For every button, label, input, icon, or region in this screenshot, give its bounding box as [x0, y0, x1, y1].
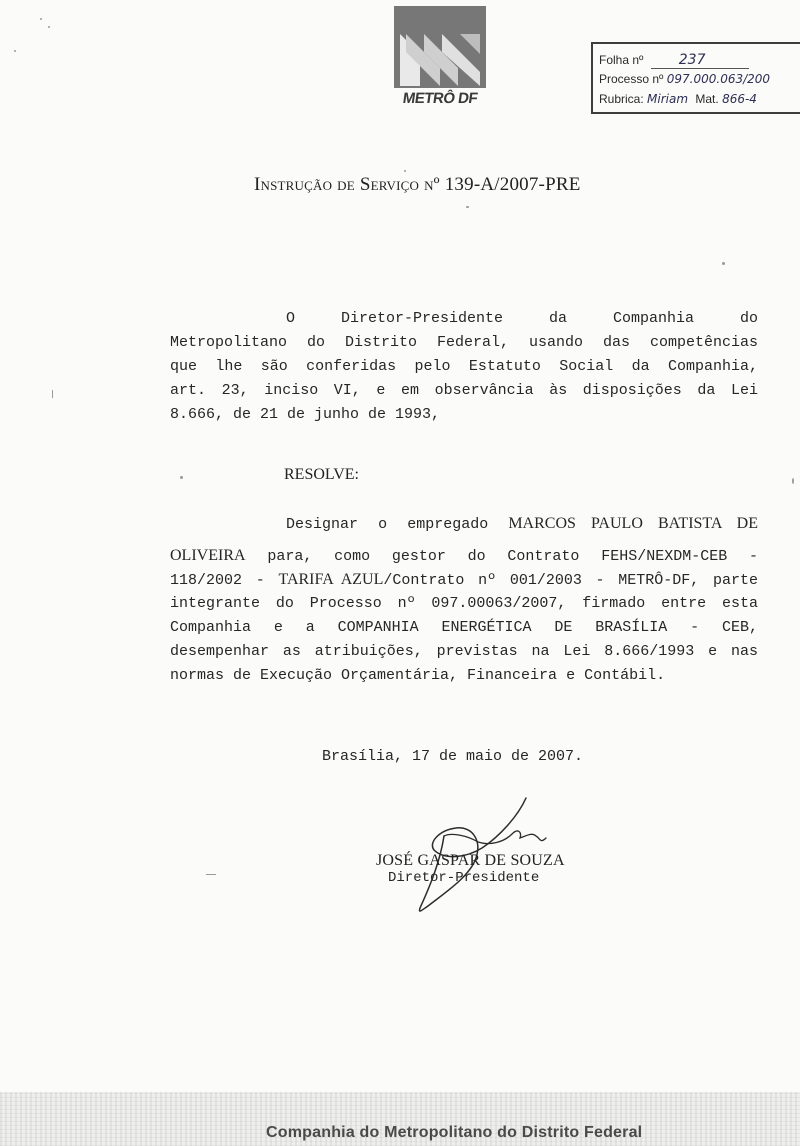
scan-speck	[14, 50, 16, 52]
resolution-line	[170, 544, 758, 568]
contract-text: para, como gestor do Contrato FEHS/NEXDM-CEB -	[267, 548, 758, 565]
contract-text: /Contrato nº 001/2003 - METRÔ-DF, parte	[383, 572, 758, 589]
resolution-paragraph	[170, 512, 758, 688]
signatory-role: Diretor-Presidente	[388, 870, 540, 886]
processo-value: 097.000.063/200	[666, 72, 771, 86]
preamble-line: O Diretor-Presidente da Companhia do	[286, 310, 758, 327]
scan-speck	[466, 206, 469, 208]
folha-label: Folha nº	[599, 53, 644, 67]
employee-name-part2: OLIVEIRA	[170, 547, 246, 564]
scan-speck	[404, 170, 406, 172]
stamp-folha-row	[599, 52, 749, 69]
resolution-line	[170, 568, 758, 592]
resolution-line: integrante do Processo nº 097.00063/2007, firmado entre esta	[170, 595, 758, 612]
metro-logo-icon	[394, 6, 486, 88]
logo-text: METRÔ DF	[401, 90, 479, 107]
scan-speck	[722, 262, 725, 265]
footer-company-name: Companhia do Metropolitano do Distrito Federal	[266, 1124, 643, 1141]
scan-speck	[180, 476, 183, 479]
signatory-name: JOSÉ GASPAR DE SOUZA	[376, 852, 565, 869]
resolution-line: desempenhar as atribuições, previstas na Lei 8.666/1993 e nas	[170, 643, 758, 660]
protocol-stamp	[591, 42, 800, 114]
metro-df-logo	[392, 6, 488, 106]
preamble-line: Metropolitano do Distrito Federal, usando das competências	[170, 334, 758, 351]
mat-value: 866-4	[722, 92, 757, 106]
processo-label: Processo nº	[599, 72, 664, 86]
scan-speck	[48, 26, 50, 28]
stamp-rubrica-row	[599, 92, 757, 106]
resolve-heading: RESOLVE:	[284, 466, 359, 483]
rubrica-label: Rubrica:	[599, 92, 644, 106]
preamble-line: 8.666, de 21 de junho de 1993,	[170, 406, 441, 423]
contract-number: 118/2002 -	[170, 572, 265, 589]
designation-text: Designar o empregado	[286, 516, 489, 533]
resolution-line: normas de Execução Orçamentária, Financeira e Contábil.	[170, 667, 666, 684]
stamp-processo-row	[599, 72, 770, 86]
document-date: Brasília, 17 de maio de 2007.	[322, 748, 584, 765]
preamble-line: que lhe são conferidas pelo Estatuto Social da Companhia,	[170, 358, 758, 375]
scan-speck	[206, 874, 216, 875]
preamble-paragraph	[170, 307, 758, 427]
scan-speck	[40, 18, 42, 20]
document-title: Instrução de Serviço nº 139-A/2007-PRE	[254, 174, 581, 195]
scan-speck	[792, 478, 794, 484]
rubrica-value: Miriam	[647, 92, 689, 106]
resolution-line: Companhia e a COMPANHIA ENERGÉTICA DE BRASÍLIA - CEB,	[170, 619, 758, 636]
preamble-line: art. 23, inciso VI, e em observância às disposições da Lei	[170, 382, 758, 399]
resolution-line	[170, 512, 758, 536]
mat-label: Mat.	[695, 92, 719, 106]
folha-value: 237	[678, 52, 706, 68]
tarifa-text: TARIFA AZUL	[278, 571, 384, 588]
scan-speck	[52, 390, 53, 398]
employee-name-part1: MARCOS PAULO BATISTA DE	[508, 515, 758, 532]
